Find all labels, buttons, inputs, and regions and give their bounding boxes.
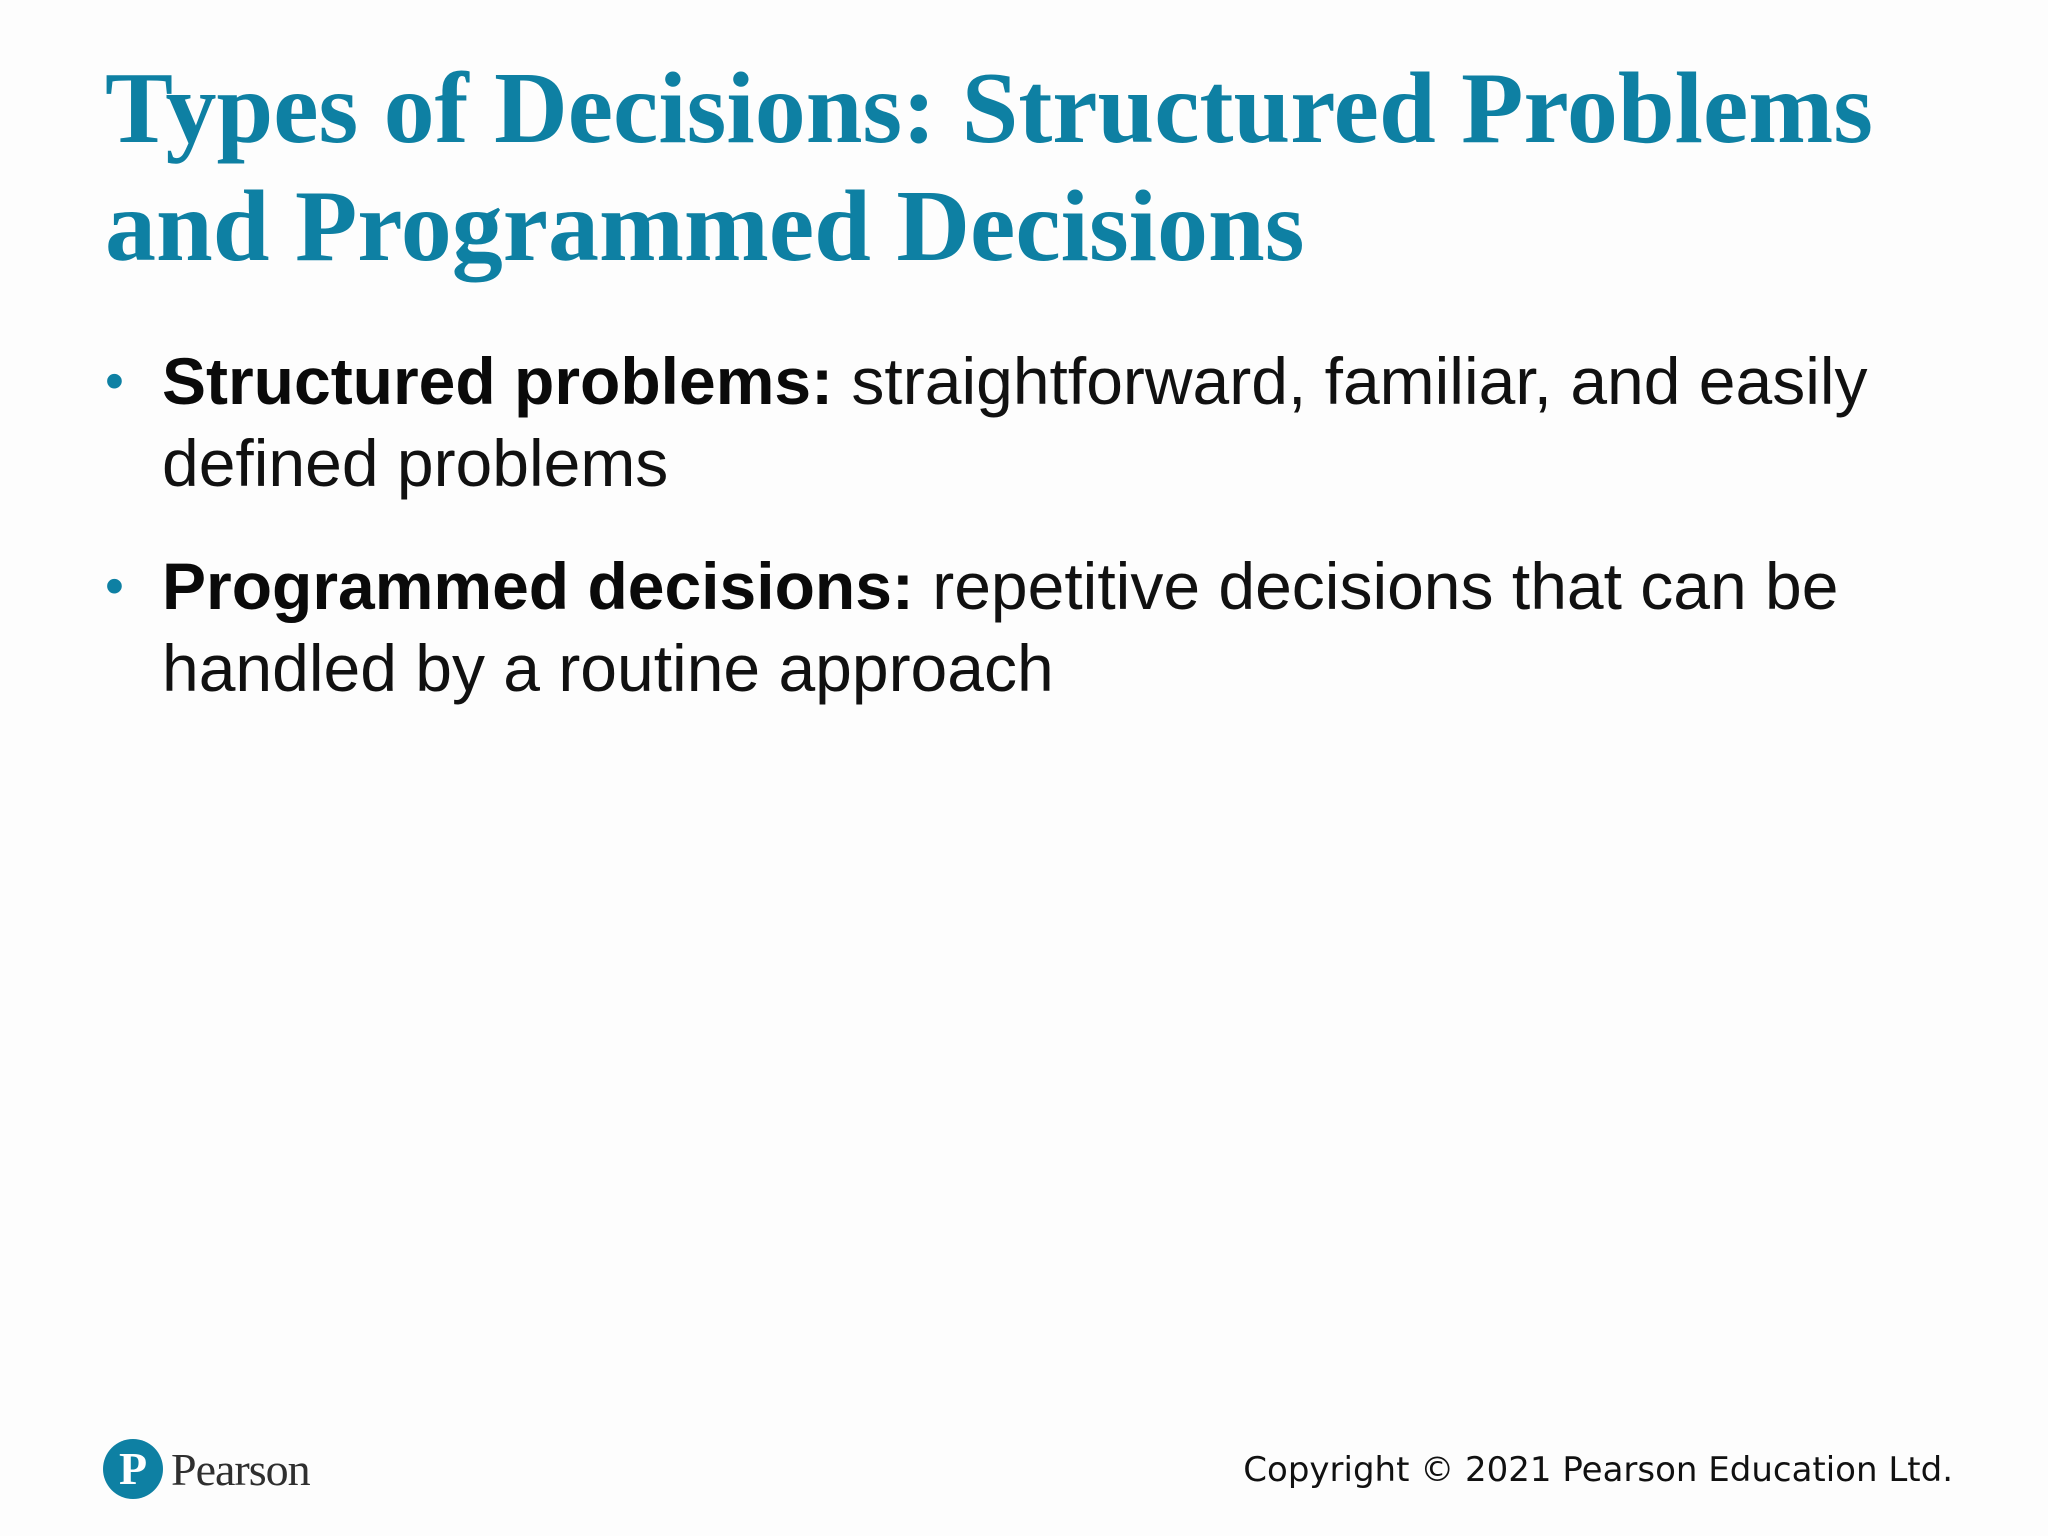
bullet-term: Programmed decisions: bbox=[162, 549, 914, 623]
bullet-text: repetitive decisions that can be handled by a routine approach bbox=[162, 549, 1839, 705]
bullet-dot-icon: • bbox=[105, 351, 124, 411]
slide-title: Types of Decisions: Structured Problems and Programmed Decisions bbox=[105, 52, 1873, 283]
bullet-item-programmed-decisions bbox=[105, 545, 1965, 709]
pearson-logo-text: Pearson bbox=[171, 1443, 310, 1495]
bullet-dot-icon: • bbox=[105, 556, 124, 616]
pearson-logo-letter: P bbox=[118, 1443, 148, 1494]
bullet-text: straightforward, familiar, and easily defined problems bbox=[162, 344, 1868, 500]
bullet-term: Structured problems: bbox=[162, 344, 834, 418]
bullet-item-structured-problems bbox=[105, 340, 1965, 504]
pearson-logo-icon bbox=[103, 1439, 163, 1499]
bullet-list bbox=[105, 340, 1965, 750]
pearson-logo bbox=[103, 1434, 310, 1504]
copyright-text: Copyright © 2021 Pearson Education Ltd. bbox=[1243, 1450, 1953, 1490]
